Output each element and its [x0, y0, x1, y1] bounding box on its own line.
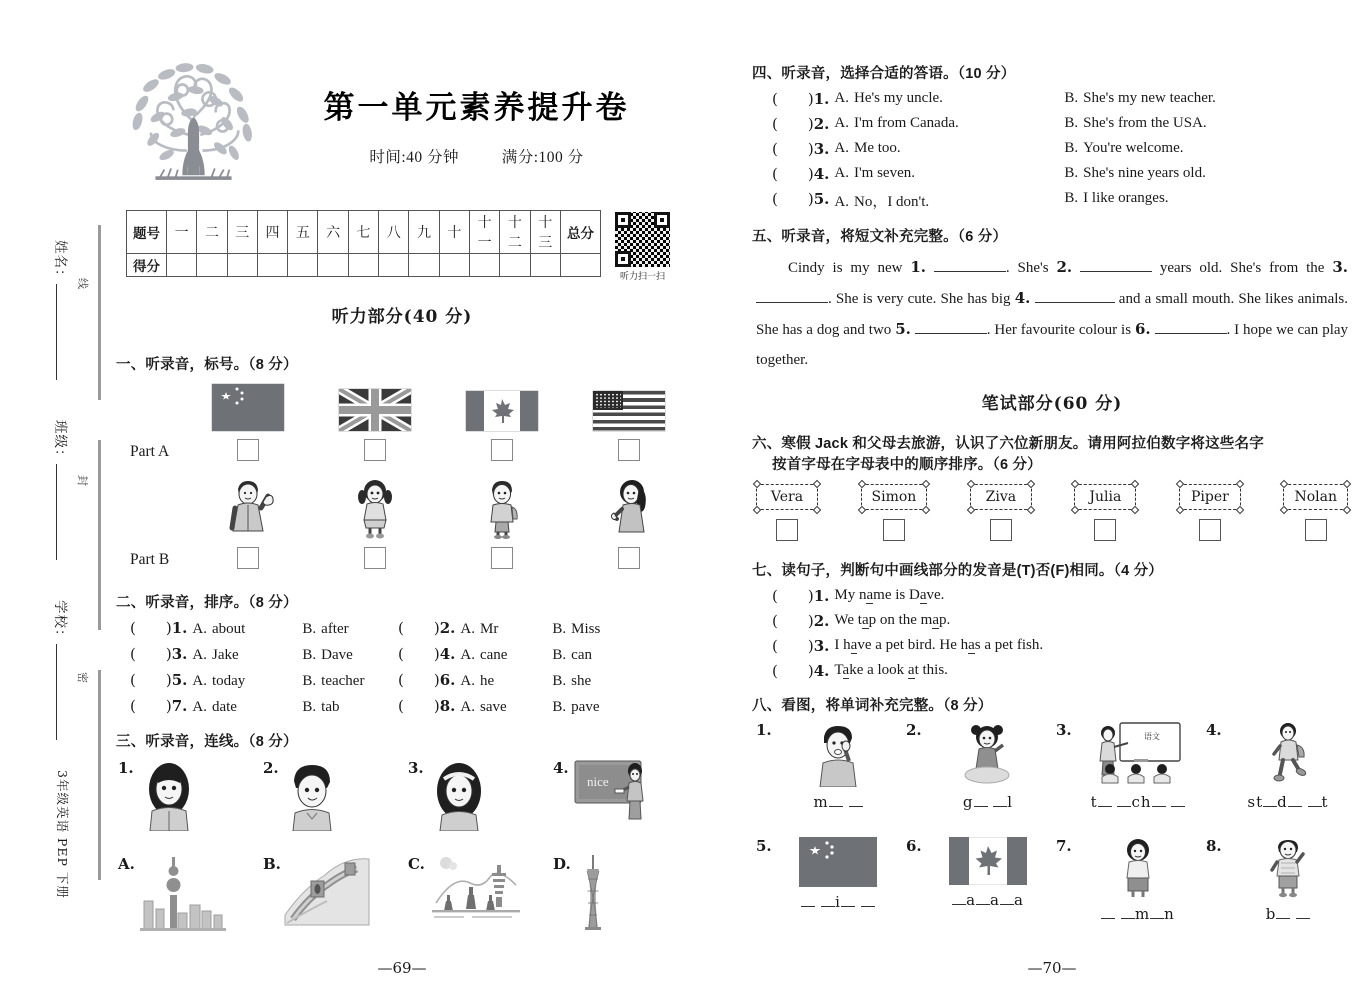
section-2-item-4[interactable]: ( ) 4. A. cane B. can: [398, 645, 592, 663]
section-2-item-7[interactable]: ( ) 7. A. date B. tab: [130, 697, 340, 715]
order-input-box[interactable]: [1199, 519, 1221, 541]
tree-logo-icon: [126, 52, 261, 192]
score-table-zone: [112, 210, 692, 282]
score-col-2: 二: [197, 211, 227, 254]
item-number: 4.: [813, 662, 830, 680]
name-card-group-2: [861, 484, 928, 541]
usa-flag-icon: [593, 391, 665, 431]
picture-word-item-1[interactable]: [752, 721, 902, 829]
man-phone-icon: [809, 721, 867, 787]
binding-margin: [0, 0, 112, 999]
match-item-2[interactable]: [257, 759, 402, 847]
item-number: 3.: [813, 140, 830, 158]
score-cell[interactable]: [469, 254, 499, 277]
option-b-text: She's from the USA.: [1083, 115, 1207, 131]
name-card-group-3: [970, 484, 1032, 541]
page-number-left: —69—: [377, 959, 427, 977]
item-number: 5.: [813, 190, 830, 208]
score-cell[interactable]: [439, 254, 469, 277]
partA-item-2: [311, 389, 438, 461]
section-4-item-5[interactable]: ( ) 5. A. No，I don't. B. I like oranges.: [772, 190, 1169, 210]
score-cell[interactable]: [379, 254, 409, 277]
order-input-box[interactable]: [1305, 519, 1327, 541]
girl-pigtails-icon: [352, 475, 398, 539]
west-lake-pagoda-icon: [428, 855, 524, 929]
picture-word-item-7[interactable]: [1052, 837, 1202, 937]
answer-box[interactable]: [491, 547, 513, 569]
section-7-item-4[interactable]: ( ) 4. Take a look at this.: [772, 662, 948, 680]
match-option-a[interactable]: [112, 855, 257, 941]
item-number: 1.: [171, 619, 188, 637]
match-item-1[interactable]: [112, 759, 257, 847]
score-cell[interactable]: [197, 254, 227, 277]
item-number: 7.: [171, 697, 188, 715]
section-2-item-3[interactable]: ( ) 3. A. Jake B. Dave: [130, 645, 353, 663]
part-a-label: Part A: [130, 443, 170, 460]
answer-box[interactable]: [364, 439, 386, 461]
name-card-text: Vera: [770, 489, 804, 505]
item-number: 4.: [439, 645, 456, 663]
blackboard-icon: [573, 759, 655, 821]
score-cell[interactable]: [500, 254, 530, 277]
score-col-7: 七: [348, 211, 378, 254]
option-letter: D.: [553, 855, 571, 873]
option-a-text: No，I don't.: [853, 194, 930, 210]
section-3-top-row: [112, 759, 692, 847]
word-blank[interactable]: i: [801, 893, 874, 911]
picture-word-item-3[interactable]: [1052, 721, 1202, 829]
seal-char-2: 封: [76, 475, 88, 487]
option-b-text: Miss: [571, 621, 601, 637]
item-number: 6.: [439, 671, 456, 689]
option-b-text: she: [571, 673, 592, 689]
section-5-heading: 五、听录音，将短文补充完整。（6 分）: [752, 229, 1008, 245]
seal-char-1: 线: [76, 278, 88, 290]
boy-backpack-icon: [479, 475, 525, 539]
section-4-item-2[interactable]: ( ) 2. A. I'm from Canada. B. She's from the USA.: [772, 115, 1207, 133]
section-2-item-8[interactable]: ( ) 8. A. save B. pave: [398, 697, 600, 715]
item-number: 4.: [553, 759, 569, 777]
section-6-heading-line1: 六、寒假 Jack 和父母去旅游，认识了六位新朋友。请用阿拉伯数字将这些名字: [752, 436, 1264, 452]
word-blank[interactable]: g l: [962, 793, 1014, 811]
china-flag-icon: [799, 837, 877, 887]
girl-sitting-icon: [959, 721, 1017, 787]
qr-code-icon[interactable]: [615, 212, 670, 267]
seal-char-3: 密: [76, 672, 88, 684]
option-a-text: save: [479, 699, 507, 715]
score-row-label-points: 得分: [127, 254, 167, 277]
sentence-text: My name is Dave.: [834, 587, 945, 603]
order-input-box[interactable]: [990, 519, 1012, 541]
match-option-b[interactable]: [257, 855, 402, 941]
passage-blank-6[interactable]: [1155, 320, 1227, 334]
item-number: 2.: [439, 619, 456, 637]
score-col-3: 三: [227, 211, 257, 254]
score-cell[interactable]: [348, 254, 378, 277]
order-input-box[interactable]: [1094, 519, 1116, 541]
title-block: [261, 52, 692, 167]
answer-box[interactable]: [237, 547, 259, 569]
item-number: 1.: [756, 721, 772, 739]
match-item-4[interactable]: [547, 759, 692, 847]
student-name-field[interactable]: 姓名：: [52, 240, 72, 380]
partB-item-1: [184, 475, 311, 569]
section-1-heading: 一、听录音，标号。（8 分）: [116, 357, 298, 373]
score-cell[interactable]: [167, 254, 197, 277]
picture-word-item-2[interactable]: [902, 721, 1052, 829]
name-card-text: Simon: [871, 489, 917, 505]
item-number: 2.: [813, 115, 830, 133]
item-number: 2.: [263, 759, 279, 777]
section-2-row: [130, 671, 692, 690]
name-card-text: Ziva: [985, 489, 1017, 505]
item-number: 3.: [408, 759, 424, 777]
option-a-text: Mr: [479, 621, 499, 637]
time-limit: 时间:40 分钟: [369, 149, 459, 166]
page-left: [112, 0, 692, 999]
word-blank[interactable]: m: [813, 793, 862, 811]
option-b-text: I like oranges.: [1083, 190, 1169, 206]
match-option-c[interactable]: [402, 855, 547, 941]
picture-word-item-8[interactable]: [1202, 837, 1352, 937]
score-col-8: 八: [379, 211, 409, 254]
word-blank[interactable]: a a a: [952, 891, 1024, 909]
boy-running-icon: [1261, 721, 1315, 787]
option-letter: B.: [263, 855, 281, 873]
section-8-heading: 八、看图，将单词补充完整。（8 分）: [752, 698, 993, 714]
qr-caption: 听力扫一扫: [619, 271, 665, 281]
name-card-group-6: [1283, 484, 1348, 541]
option-a-text: today: [211, 673, 246, 689]
item-number: 4.: [813, 165, 830, 183]
woman-standing-icon: [1112, 837, 1164, 899]
score-table-header-row: [127, 211, 601, 254]
item-number: 1.: [118, 759, 134, 777]
option-a-text: I'm from Canada.: [853, 115, 959, 131]
section-4-items: [752, 90, 1352, 211]
name-card: [756, 484, 818, 510]
score-col-13: 十三: [530, 211, 560, 254]
section-2-item-6[interactable]: ( ) 6. A. he B. she: [398, 671, 592, 689]
part-b-label: Part B: [130, 551, 170, 568]
word-blank[interactable]: t ch: [1091, 793, 1186, 811]
qr-zone: [615, 210, 670, 282]
great-wall-icon: [283, 855, 371, 927]
section-1-partA: [112, 384, 692, 461]
name-card-text: Nolan: [1294, 489, 1337, 505]
name-card-group-4: [1074, 484, 1136, 541]
option-letter: C.: [408, 855, 425, 873]
item-number: 3.: [813, 637, 830, 655]
match-option-d[interactable]: [547, 855, 692, 941]
boy-smiling-icon: [283, 759, 341, 831]
passage-blank-5[interactable]: [915, 320, 987, 334]
partB-item-4: [565, 475, 692, 569]
word-blank[interactable]: st d t: [1247, 793, 1329, 811]
score-cell[interactable]: [257, 254, 287, 277]
name-card: [970, 484, 1032, 510]
order-input-box[interactable]: [776, 519, 798, 541]
name-card-text: Piper: [1191, 489, 1229, 505]
name-card: [861, 484, 928, 510]
option-b-text: She's nine years old.: [1083, 165, 1206, 181]
option-a-text: I'm seven.: [853, 165, 916, 181]
item-number: 8.: [1206, 837, 1222, 855]
section-7-item-2[interactable]: ( ) 2. We tap on the map.: [772, 612, 951, 630]
option-a-text: about: [211, 621, 246, 637]
section-4-item-1[interactable]: ( ) 1. A. He's my uncle. B. She's my new teacher.: [772, 90, 1216, 108]
sentence-text: Take a look at this.: [834, 662, 948, 678]
answer-box[interactable]: [491, 439, 513, 461]
score-cell[interactable]: [409, 254, 439, 277]
order-input-box[interactable]: [883, 519, 905, 541]
option-b-text: Dave: [321, 647, 353, 663]
sentence-text: I have a pet bird. He has a pet fish.: [834, 637, 1044, 653]
passage-blank-2[interactable]: [1080, 258, 1152, 272]
blackboard-text: nice: [587, 774, 609, 789]
section-4-item-4[interactable]: ( ) 4. A. I'm seven. B. She's nine years old.: [772, 165, 1206, 183]
item-number: 5.: [756, 837, 772, 855]
name-card: [1283, 484, 1348, 510]
section-2-row: [130, 645, 692, 664]
item-number: 4.: [1206, 721, 1222, 739]
item-number: 8.: [439, 697, 456, 715]
book-edition-label: 3年级英语 PEP 下册: [55, 770, 70, 899]
option-b-text: can: [571, 647, 592, 663]
option-b-text: teacher: [321, 673, 365, 689]
option-a-text: he: [479, 673, 495, 689]
china-flag-icon: [212, 384, 284, 431]
partB-item-2: [311, 475, 438, 569]
section-2-item-2[interactable]: ( ) 2. A. Mr B. Miss: [398, 619, 601, 637]
section-7-items: [752, 587, 1352, 680]
partB-item-3: [438, 475, 565, 569]
score-col-12: 十二: [500, 211, 530, 254]
score-cell[interactable]: [318, 254, 348, 277]
section-2-item-5[interactable]: ( ) 5. A. today B. teacher: [130, 671, 365, 689]
match-item-3[interactable]: [402, 759, 547, 847]
option-a-text: He's my uncle.: [853, 90, 943, 106]
option-a-text: Jake: [211, 647, 239, 663]
section-2-row: [130, 619, 692, 638]
item-number: 1.: [813, 90, 830, 108]
woman-pointing-icon: [604, 475, 654, 539]
section-3-bottom-row: [112, 855, 692, 941]
passage-blank-3[interactable]: [756, 289, 828, 303]
item-number: 7.: [1056, 837, 1072, 855]
partA-item-4: [565, 391, 692, 461]
student-school-field[interactable]: 学校：: [52, 600, 72, 740]
option-a-text: date: [211, 699, 237, 715]
seal-line: [97, 225, 102, 879]
uk-flag-icon: [339, 389, 411, 431]
section-8-row-2: [752, 837, 1352, 937]
score-col-5: 五: [288, 211, 318, 254]
section-1-partB: [112, 475, 692, 569]
full-score: 满分:100 分: [501, 149, 584, 166]
item-number: 2.: [813, 612, 830, 630]
score-cell[interactable]: [288, 254, 318, 277]
board-subject-text: 语文: [1144, 732, 1160, 741]
item-number: 6.: [906, 837, 922, 855]
score-cell[interactable]: [530, 254, 560, 277]
section-4-item-3[interactable]: ( ) 3. A. Me too. B. You're welcome.: [772, 140, 1184, 158]
option-a-text: Me too.: [853, 140, 901, 156]
score-col-6: 六: [318, 211, 348, 254]
score-col-9: 九: [409, 211, 439, 254]
score-col-11: 十一: [469, 211, 499, 254]
score-col-total: 总分: [561, 211, 601, 254]
teacher-blackboard-scene: [573, 759, 655, 826]
partA-item-3: [438, 391, 565, 461]
score-cell[interactable]: [227, 254, 257, 277]
section-2-items: [112, 619, 692, 716]
option-b-text: after: [321, 621, 349, 637]
canada-flag-icon: [949, 837, 1027, 885]
name-card: [1179, 484, 1241, 510]
score-col-1: 一: [167, 211, 197, 254]
option-b-text: pave: [571, 699, 600, 715]
item-number: 3.: [171, 645, 188, 663]
item-number: 1.: [813, 587, 830, 605]
written-banner: 笔试部分(60 分): [981, 394, 1123, 414]
name-card-group-5: [1179, 484, 1241, 541]
section-6-name-cards: [752, 484, 1352, 541]
picture-word-item-5[interactable]: [752, 837, 902, 937]
option-b-text: You're welcome.: [1083, 140, 1184, 156]
score-col-10: 十: [439, 211, 469, 254]
item-number: 3.: [1056, 721, 1072, 739]
answer-box[interactable]: [364, 547, 386, 569]
exam-meta: [261, 145, 692, 167]
page-title: 第一单元素养提升卷: [323, 90, 630, 126]
section-8-row-1: [752, 721, 1352, 829]
word-blank[interactable]: m n: [1101, 905, 1175, 923]
page-number-right: —70—: [1027, 959, 1077, 977]
listening-banner: 听力部分(40 分): [331, 307, 473, 327]
name-card-group-1: [756, 484, 818, 541]
option-b-text: tab: [321, 699, 340, 715]
paper-header: [112, 52, 692, 202]
page-right: [752, 0, 1352, 999]
option-letter: A.: [118, 855, 135, 873]
section-7-item-3[interactable]: ( ) 3. I have a pet bird. He has a pet fish.: [772, 637, 1044, 655]
passage-blank-4[interactable]: [1035, 289, 1115, 303]
section-4-heading: 四、听录音，选择合适的答语。（10 分）: [752, 66, 1016, 82]
student-class-field[interactable]: 班级：: [52, 420, 72, 560]
option-a-text: cane: [479, 647, 508, 663]
option-b-text: She's my new teacher.: [1083, 90, 1216, 106]
passage-blank-1[interactable]: [934, 258, 1006, 272]
word-blank[interactable]: b: [1266, 905, 1310, 923]
boy-waving-icon: [1262, 837, 1314, 899]
canton-tower-icon: [573, 855, 613, 935]
section-5-passage[interactable]: Cindy is my new 1. . She's 2. years old. She's from the 3. . She is very cute. She has big 4. and a small mouth. She likes animals. She has a dog and two 5. . Her favourite colour is 6. . I hope we can play together.: [756, 258, 1349, 368]
answer-box[interactable]: [237, 439, 259, 461]
girl-long-hair-icon: [138, 759, 200, 831]
answer-box[interactable]: [618, 547, 640, 569]
picture-word-item-4[interactable]: [1202, 721, 1352, 829]
score-row-label-question: 题号: [127, 211, 167, 254]
name-card: [1074, 484, 1136, 510]
score-table-value-row[interactable]: [127, 254, 601, 277]
item-number: 2.: [906, 721, 922, 739]
section-2-row: [130, 697, 692, 716]
canada-flag-icon: [466, 391, 538, 431]
section-6-heading-line2: 按首字母在字母表中的顺序排序。（6 分）: [772, 457, 1042, 473]
score-cell[interactable]: [561, 254, 601, 277]
section-7-heading: 七、读句子，判断句中画线部分的发音是(T)否(F)相同。（4 分）: [752, 563, 1163, 579]
shanghai-skyline-icon: [138, 855, 228, 933]
partA-item-1: [184, 384, 311, 461]
score-col-4: 四: [257, 211, 287, 254]
picture-word-item-6[interactable]: [902, 837, 1052, 937]
section-3-heading: 三、听录音，连线。（8 分）: [116, 734, 298, 750]
section-2-item-1[interactable]: ( ) 1. A. about B. after: [130, 619, 349, 637]
man-waving-icon: [220, 475, 276, 539]
answer-box[interactable]: [618, 439, 640, 461]
section-7-item-1[interactable]: ( ) 1. My name is Dave.: [772, 587, 945, 605]
section-2-heading: 二、听录音，排序。（8 分）: [116, 595, 298, 611]
woman-headband-icon: [428, 759, 490, 831]
name-card-text: Julia: [1089, 489, 1122, 505]
item-number: 5.: [171, 671, 188, 689]
score-table[interactable]: [126, 210, 601, 277]
classroom-teacher-icon: [1090, 721, 1186, 787]
sentence-text: We tap on the map.: [834, 612, 951, 628]
